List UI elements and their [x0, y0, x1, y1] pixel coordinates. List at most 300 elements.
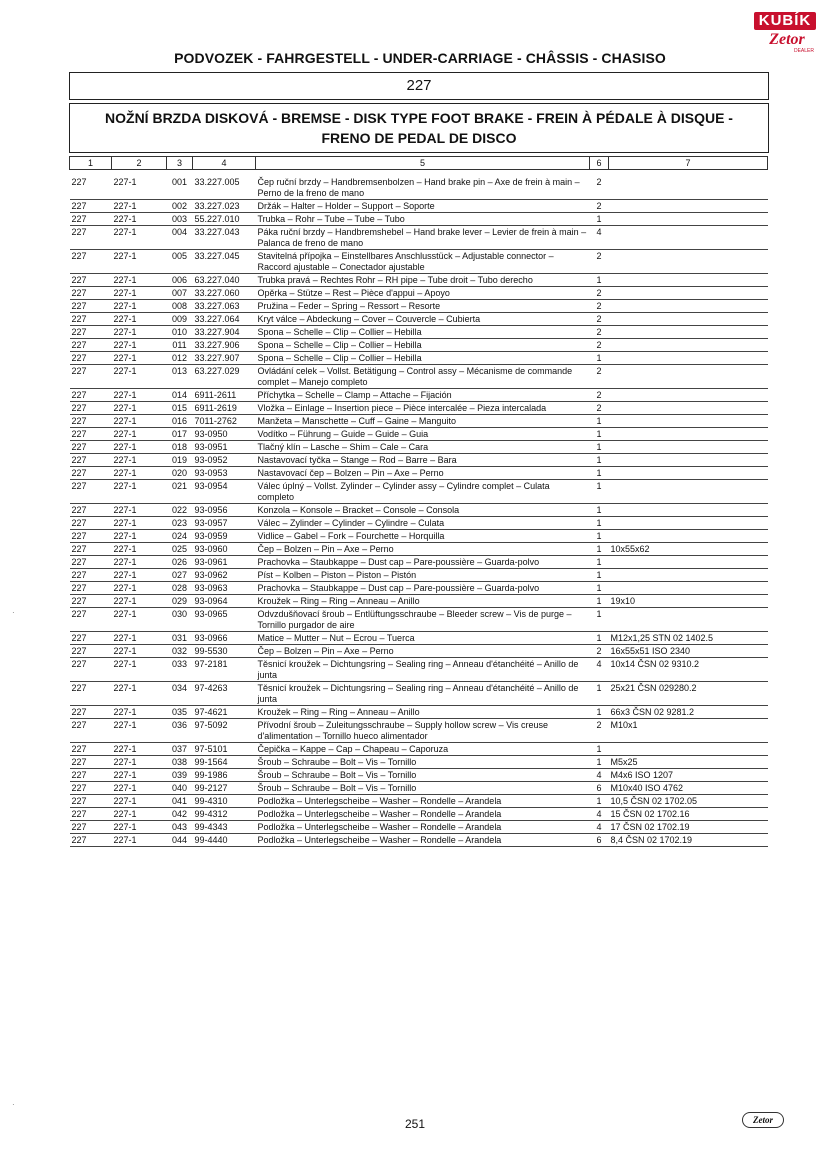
table-row: [70, 834, 768, 847]
table-row: [70, 454, 768, 467]
table-cell-c6: 2: [590, 287, 609, 300]
table-cell-c6: 4: [590, 658, 609, 682]
table-cell-c7: [609, 300, 768, 313]
table-cell-c1: 227: [70, 313, 112, 326]
table-cell-c2: 227-1: [112, 556, 167, 569]
table-cell-c1: 227: [70, 645, 112, 658]
table-cell-c3: 024: [167, 530, 193, 543]
table-cell-c2: 227-1: [112, 287, 167, 300]
table-cell-c2: 227-1: [112, 454, 167, 467]
table-cell-c4: 33.227.063: [193, 300, 256, 313]
table-cell-c6: 1: [590, 706, 609, 719]
table-cell-c3: 011: [167, 339, 193, 352]
table-cell-c1: 227: [70, 658, 112, 682]
table-cell-c4: 33.227.023: [193, 200, 256, 213]
table-cell-c2: 227-1: [112, 176, 167, 200]
table-cell-c4: 33.227.060: [193, 287, 256, 300]
table-row: [70, 569, 768, 582]
table-cell-c7: [609, 517, 768, 530]
table-cell-c7: [609, 454, 768, 467]
table-cell-c1: 227: [70, 300, 112, 313]
table-cell-c1: 227: [70, 250, 112, 274]
table-row: [70, 769, 768, 782]
table-cell-c4: 33.227.906: [193, 339, 256, 352]
table-cell-c3: 037: [167, 743, 193, 756]
table-cell-c5: Manžeta – Manschette – Cuff – Gaine – Manguito: [256, 415, 590, 428]
table-cell-c7: [609, 226, 768, 250]
table-cell-c3: 005: [167, 250, 193, 274]
table-row: [70, 402, 768, 415]
table-cell-c7: [609, 176, 768, 200]
table-cell-c4: 93-0951: [193, 441, 256, 454]
table-cell-c7: [609, 569, 768, 582]
table-cell-c1: 227: [70, 389, 112, 402]
table-row: [70, 339, 768, 352]
table-cell-c4: 93-0956: [193, 504, 256, 517]
table-cell-c5: Spona – Schelle – Clip – Collier – Hebilla: [256, 352, 590, 365]
table-cell-c5: Kroužek – Ring – Ring – Anneau – Anillo: [256, 706, 590, 719]
table-row: [70, 213, 768, 226]
table-cell-c5: Vložka – Einlage – Insertion piece – Pièce intercalée – Pieza intercalada: [256, 402, 590, 415]
group-title-box: [69, 103, 769, 153]
table-row: [70, 250, 768, 274]
table-cell-c5: Spona – Schelle – Clip – Collier – Hebilla: [256, 339, 590, 352]
table-row: [70, 352, 768, 365]
table-cell-c1: 227: [70, 326, 112, 339]
table-cell-c7: M12x1,25 STN 02 1402.5: [609, 632, 768, 645]
table-cell-c6: 1: [590, 530, 609, 543]
table-row: [70, 480, 768, 504]
table-row: [70, 682, 768, 706]
table-cell-c2: 227-1: [112, 467, 167, 480]
table-cell-c6: 1: [590, 467, 609, 480]
table-cell-c4: 55.227.010: [193, 213, 256, 226]
parts-table: [69, 156, 768, 847]
table-cell-c7: [609, 200, 768, 213]
table-cell-c2: 227-1: [112, 743, 167, 756]
table-cell-c7: [609, 480, 768, 504]
table-cell-c5: Šroub – Schraube – Bolt – Vis – Tornillo: [256, 756, 590, 769]
table-cell-c4: 99-1986: [193, 769, 256, 782]
table-cell-c1: 227: [70, 287, 112, 300]
table-cell-c6: 2: [590, 250, 609, 274]
table-cell-c5: Čepička – Kappe – Cap – Chapeau – Caporuza: [256, 743, 590, 756]
logo-kubik-text: KUBÍK: [754, 12, 816, 30]
column-header-row: [70, 157, 768, 170]
table-cell-c5: Čep ruční brzdy – Handbremsenbolzen – Hand brake pin – Axe de frein à main – Perno de la freno de mano: [256, 176, 590, 200]
page-number: 251: [404, 1117, 426, 1131]
table-cell-c2: 227-1: [112, 402, 167, 415]
table-cell-c5: Tlačný klín – Lasche – Shim – Cale – Cara: [256, 441, 590, 454]
table-cell-c7: [609, 402, 768, 415]
table-cell-c1: 227: [70, 769, 112, 782]
table-cell-c5: Píst – Kolben – Piston – Piston – Pistón: [256, 569, 590, 582]
table-cell-c3: 004: [167, 226, 193, 250]
table-cell-c1: 227: [70, 530, 112, 543]
table-cell-c2: 227-1: [112, 569, 167, 582]
table-cell-c2: 227-1: [112, 226, 167, 250]
table-cell-c3: 013: [167, 365, 193, 389]
table-cell-c6: 1: [590, 504, 609, 517]
table-cell-c3: 021: [167, 480, 193, 504]
table-cell-c6: 1: [590, 352, 609, 365]
table-row: [70, 782, 768, 795]
scan-dot: ·: [12, 608, 15, 617]
table-cell-c1: 227: [70, 428, 112, 441]
group-number-box: 227: [69, 72, 769, 100]
table-cell-c6: 1: [590, 415, 609, 428]
table-cell-c4: 93-0960: [193, 543, 256, 556]
table-cell-c3: 032: [167, 645, 193, 658]
table-cell-c2: 227-1: [112, 632, 167, 645]
table-row: [70, 530, 768, 543]
table-cell-c7: 16x55x51 ISO 2340: [609, 645, 768, 658]
table-cell-c4: 93-0953: [193, 467, 256, 480]
table-cell-c1: 227: [70, 467, 112, 480]
table-cell-c4: 93-0957: [193, 517, 256, 530]
table-cell-c5: Opěrka – Stütze – Rest – Pièce d'appui – Apoyo: [256, 287, 590, 300]
table-cell-c7: [609, 213, 768, 226]
table-cell-c4: 93-0961: [193, 556, 256, 569]
table-cell-c5: Podložka – Unterlegscheibe – Washer – Rondelle – Arandela: [256, 795, 590, 808]
table-cell-c6: 1: [590, 632, 609, 645]
table-cell-c7: [609, 352, 768, 365]
table-cell-c5: Čep – Bolzen – Pin – Axe – Perno: [256, 543, 590, 556]
table-cell-c3: 041: [167, 795, 193, 808]
table-row: [70, 326, 768, 339]
table-cell-c7: 66x3 ČSN 02 9281.2: [609, 706, 768, 719]
table-cell-c6: 2: [590, 402, 609, 415]
table-cell-c7: [609, 556, 768, 569]
table-cell-c1: 227: [70, 480, 112, 504]
table-cell-c2: 227-1: [112, 582, 167, 595]
table-cell-c4: 93-0954: [193, 480, 256, 504]
table-cell-c6: 2: [590, 176, 609, 200]
table-cell-c6: 1: [590, 743, 609, 756]
table-cell-c4: 7011-2762: [193, 415, 256, 428]
table-cell-c4: 97-5092: [193, 719, 256, 743]
table-cell-c2: 227-1: [112, 795, 167, 808]
table-cell-c7: M4x6 ISO 1207: [609, 769, 768, 782]
table-cell-c2: 227-1: [112, 480, 167, 504]
table-cell-c3: 040: [167, 782, 193, 795]
table-cell-c3: 025: [167, 543, 193, 556]
table-cell-c2: 227-1: [112, 389, 167, 402]
table-cell-c7: 15 ČSN 02 1702.16: [609, 808, 768, 821]
table-row: [70, 582, 768, 595]
table-cell-c7: 8,4 ČSN 02 1702.19: [609, 834, 768, 847]
table-cell-c4: 93-0966: [193, 632, 256, 645]
table-row: [70, 632, 768, 645]
table-cell-c4: 97-5101: [193, 743, 256, 756]
table-row: [70, 313, 768, 326]
table-cell-c6: 1: [590, 682, 609, 706]
table-cell-c5: Trubka – Rohr – Tube – Tube – Tubo: [256, 213, 590, 226]
table-cell-c3: 010: [167, 326, 193, 339]
table-cell-c5: Přívodní šroub – Zuleitungsschraube – Supply hollow screw – Vis creuse d'alimentation – Tornillo hueco alimentador: [256, 719, 590, 743]
table-cell-c1: 227: [70, 782, 112, 795]
table-cell-c2: 227-1: [112, 782, 167, 795]
table-cell-c3: 018: [167, 441, 193, 454]
section-heading: PODVOZEK - FAHRGESTELL - UNDER-CARRIAGE - CHÂSSIS - CHASISO: [174, 50, 666, 66]
table-cell-c7: [609, 389, 768, 402]
table-row: [70, 517, 768, 530]
table-cell-c1: 227: [70, 454, 112, 467]
table-cell-c5: Ovládání celek – Vollst. Betätigung – Control assy – Mécanisme de commande complet – Manejo completo: [256, 365, 590, 389]
table-cell-c4: 33.227.904: [193, 326, 256, 339]
table-cell-c3: 034: [167, 682, 193, 706]
table-cell-c6: 1: [590, 569, 609, 582]
table-cell-c6: 1: [590, 556, 609, 569]
table-cell-c5: Válec úplný – Vollst. Zylinder – Cylinder assy – Cylindre complet – Culata completo: [256, 480, 590, 504]
table-cell-c3: 038: [167, 756, 193, 769]
table-cell-c5: Prachovka – Staubkappe – Dust cap – Pare-poussière – Guarda-polvo: [256, 582, 590, 595]
table-cell-c1: 227: [70, 706, 112, 719]
table-cell-c1: 227: [70, 719, 112, 743]
table-row: [70, 556, 768, 569]
table-cell-c4: 99-4310: [193, 795, 256, 808]
table-cell-c5: Vodítko – Führung – Guide – Guide – Guia: [256, 428, 590, 441]
table-cell-c7: [609, 530, 768, 543]
table-cell-c1: 227: [70, 200, 112, 213]
table-cell-c5: Šroub – Schraube – Bolt – Vis – Tornillo: [256, 782, 590, 795]
table-cell-c7: [609, 582, 768, 595]
table-cell-c4: 6911-2611: [193, 389, 256, 402]
table-cell-c2: 227-1: [112, 706, 167, 719]
table-cell-c6: 6: [590, 782, 609, 795]
table-cell-c5: Nastavovací tyčka – Stange – Rod – Barre – Bara: [256, 454, 590, 467]
table-cell-c6: 1: [590, 595, 609, 608]
column-header-2: 2: [112, 157, 167, 170]
table-row: [70, 441, 768, 454]
zetor-footer-logo: Zetor: [742, 1112, 784, 1128]
table-cell-c2: 227-1: [112, 595, 167, 608]
table-cell-c5: Spona – Schelle – Clip – Collier – Hebilla: [256, 326, 590, 339]
scan-dot: ·: [12, 1100, 15, 1109]
table-cell-c2: 227-1: [112, 769, 167, 782]
table-cell-c7: [609, 250, 768, 274]
logo-dealer-text: DEALER: [793, 48, 814, 54]
table-cell-c6: 1: [590, 213, 609, 226]
table-cell-c7: M10x1: [609, 719, 768, 743]
table-cell-c5: Konzola – Konsole – Bracket – Console – Consola: [256, 504, 590, 517]
table-cell-c3: 026: [167, 556, 193, 569]
table-cell-c6: 2: [590, 300, 609, 313]
table-cell-c6: 4: [590, 769, 609, 782]
table-cell-c5: Držák – Halter – Holder – Support – Soporte: [256, 200, 590, 213]
table-cell-c5: Pružina – Feder – Spring – Ressort – Resorte: [256, 300, 590, 313]
table-cell-c3: 017: [167, 428, 193, 441]
table-cell-c5: Páka ruční brzdy – Handbremshebel – Hand brake lever – Levier de frein à main – Palanca de freno de mano: [256, 226, 590, 250]
table-cell-c2: 227-1: [112, 339, 167, 352]
table-cell-c5: Příchytka – Schelle – Clamp – Attache – Fijación: [256, 389, 590, 402]
table-row: [70, 821, 768, 834]
table-cell-c2: 227-1: [112, 834, 167, 847]
table-cell-c1: 227: [70, 402, 112, 415]
table-cell-c1: 227: [70, 795, 112, 808]
table-cell-c1: 227: [70, 569, 112, 582]
table-cell-c3: 042: [167, 808, 193, 821]
table-cell-c1: 227: [70, 834, 112, 847]
table-row: [70, 706, 768, 719]
table-cell-c2: 227-1: [112, 415, 167, 428]
table-cell-c5: Kroužek – Ring – Ring – Anneau – Anillo: [256, 595, 590, 608]
table-row: [70, 645, 768, 658]
table-cell-c3: 039: [167, 769, 193, 782]
table-cell-c1: 227: [70, 517, 112, 530]
table-cell-c6: 2: [590, 389, 609, 402]
column-header-3: 3: [167, 157, 193, 170]
column-header-7: 7: [609, 157, 768, 170]
table-cell-c5: Prachovka – Staubkappe – Dust cap – Pare-poussière – Guarda-polvo: [256, 556, 590, 569]
table-cell-c1: 227: [70, 682, 112, 706]
table-cell-c1: 227: [70, 352, 112, 365]
table-cell-c2: 227-1: [112, 719, 167, 743]
table-cell-c4: 99-1564: [193, 756, 256, 769]
table-cell-c1: 227: [70, 415, 112, 428]
table-cell-c6: 2: [590, 365, 609, 389]
table-cell-c3: 033: [167, 658, 193, 682]
table-cell-c6: 1: [590, 543, 609, 556]
table-row: [70, 226, 768, 250]
table-cell-c2: 227-1: [112, 250, 167, 274]
table-cell-c4: 93-0964: [193, 595, 256, 608]
table-cell-c4: 99-2127: [193, 782, 256, 795]
table-cell-c3: 030: [167, 608, 193, 632]
table-cell-c4: 93-0952: [193, 454, 256, 467]
column-header-6: 6: [590, 157, 609, 170]
table-cell-c2: 227-1: [112, 530, 167, 543]
table-cell-c1: 227: [70, 176, 112, 200]
table-cell-c7: 10x14 ČSN 02 9310.2: [609, 658, 768, 682]
table-cell-c2: 227-1: [112, 326, 167, 339]
table-cell-c5: Matice – Mutter – Nut – Ecrou – Tuerca: [256, 632, 590, 645]
table-cell-c7: [609, 274, 768, 287]
table-cell-c1: 227: [70, 808, 112, 821]
table-cell-c6: 1: [590, 428, 609, 441]
table-cell-c7: [609, 608, 768, 632]
table-row: [70, 287, 768, 300]
table-cell-c7: [609, 504, 768, 517]
table-cell-c5: Stavitelná přípojka – Einstellbares Anschlusstück – Adjustable connector – Raccord ajustable – Conectador ajustable: [256, 250, 590, 274]
table-cell-c5: Válec – Zylinder – Cylinder – Cylindre – Culata: [256, 517, 590, 530]
table-cell-c3: 006: [167, 274, 193, 287]
table-cell-c4: 99-5530: [193, 645, 256, 658]
table-row: [70, 719, 768, 743]
table-cell-c3: 012: [167, 352, 193, 365]
table-row: [70, 543, 768, 556]
table-cell-c7: 25x21 ČSN 029280.2: [609, 682, 768, 706]
parts-table-body: [70, 170, 768, 847]
table-row: [70, 808, 768, 821]
table-cell-c1: 227: [70, 274, 112, 287]
table-cell-c1: 227: [70, 213, 112, 226]
table-cell-c6: 4: [590, 808, 609, 821]
table-cell-c7: 19x10: [609, 595, 768, 608]
table-cell-c6: 1: [590, 274, 609, 287]
table-cell-c7: [609, 428, 768, 441]
table-cell-c4: 63.227.040: [193, 274, 256, 287]
table-cell-c7: [609, 415, 768, 428]
table-cell-c3: 028: [167, 582, 193, 595]
table-row: [70, 743, 768, 756]
table-cell-c3: 029: [167, 595, 193, 608]
table-cell-c3: 016: [167, 415, 193, 428]
table-cell-c5: Podložka – Unterlegscheibe – Washer – Rondelle – Arandela: [256, 808, 590, 821]
table-cell-c5: Čep – Bolzen – Pin – Axe – Perno: [256, 645, 590, 658]
table-cell-c5: Šroub – Schraube – Bolt – Vis – Tornillo: [256, 769, 590, 782]
table-cell-c6: 1: [590, 795, 609, 808]
table-cell-c4: 6911-2619: [193, 402, 256, 415]
table-cell-c2: 227-1: [112, 313, 167, 326]
table-cell-c4: 63.227.029: [193, 365, 256, 389]
table-cell-c5: Podložka – Unterlegscheibe – Washer – Rondelle – Arandela: [256, 834, 590, 847]
table-cell-c4: 33.227.907: [193, 352, 256, 365]
group-title: NOŽNÍ BRZDA DISKOVÁ - BREMSE - DISK TYPE FOOT BRAKE - FREIN À PÉDALE À DISQUE - FRENO DE PEDAL DE DISCO: [105, 110, 733, 146]
table-cell-c5: Těsnicí kroužek – Dichtungsring – Sealing ring – Anneau d'étanchéité – Anillo de junta: [256, 658, 590, 682]
table-cell-c3: 044: [167, 834, 193, 847]
column-header-4: 4: [193, 157, 256, 170]
table-row: [70, 756, 768, 769]
table-cell-c2: 227-1: [112, 808, 167, 821]
table-cell-c4: 93-0962: [193, 569, 256, 582]
table-cell-c6: 2: [590, 313, 609, 326]
table-cell-c2: 227-1: [112, 543, 167, 556]
table-cell-c4: 97-4263: [193, 682, 256, 706]
table-cell-c2: 227-1: [112, 441, 167, 454]
table-cell-c1: 227: [70, 556, 112, 569]
table-cell-c3: 022: [167, 504, 193, 517]
table-cell-c3: 019: [167, 454, 193, 467]
table-cell-c6: 1: [590, 517, 609, 530]
table-cell-c6: 2: [590, 200, 609, 213]
table-cell-c1: 227: [70, 226, 112, 250]
table-row: [70, 274, 768, 287]
table-cell-c7: [609, 287, 768, 300]
kubik-zetor-logo: [754, 12, 820, 52]
table-cell-c2: 227-1: [112, 756, 167, 769]
table-cell-c3: 009: [167, 313, 193, 326]
column-header-1: 1: [70, 157, 112, 170]
table-row: [70, 300, 768, 313]
table-cell-c2: 227-1: [112, 658, 167, 682]
table-cell-c2: 227-1: [112, 428, 167, 441]
table-row: [70, 608, 768, 632]
table-cell-c5: Odvzdušňovací šroub – Entlüftungsschraube – Bleeder screw – Vis de purge – Tornillo purgador de aire: [256, 608, 590, 632]
table-cell-c3: 002: [167, 200, 193, 213]
table-cell-c1: 227: [70, 441, 112, 454]
table-cell-c6: 1: [590, 608, 609, 632]
table-row: [70, 389, 768, 402]
table-cell-c3: 020: [167, 467, 193, 480]
table-cell-c2: 227-1: [112, 682, 167, 706]
table-cell-c4: 33.227.043: [193, 226, 256, 250]
table-cell-c7: M10x40 ISO 4762: [609, 782, 768, 795]
column-header-5: 5: [256, 157, 590, 170]
table-cell-c7: [609, 339, 768, 352]
table-cell-c4: 97-4621: [193, 706, 256, 719]
table-cell-c2: 227-1: [112, 645, 167, 658]
table-row: [70, 467, 768, 480]
table-cell-c5: Nastavovací čep – Bolzen – Pin – Axe – Perno: [256, 467, 590, 480]
table-cell-c4: 33.227.045: [193, 250, 256, 274]
table-cell-c6: 2: [590, 326, 609, 339]
table-cell-c2: 227-1: [112, 274, 167, 287]
logo-zetor-text: Zetor: [769, 31, 805, 48]
table-cell-c2: 227-1: [112, 213, 167, 226]
table-row: [70, 504, 768, 517]
table-cell-c3: 031: [167, 632, 193, 645]
